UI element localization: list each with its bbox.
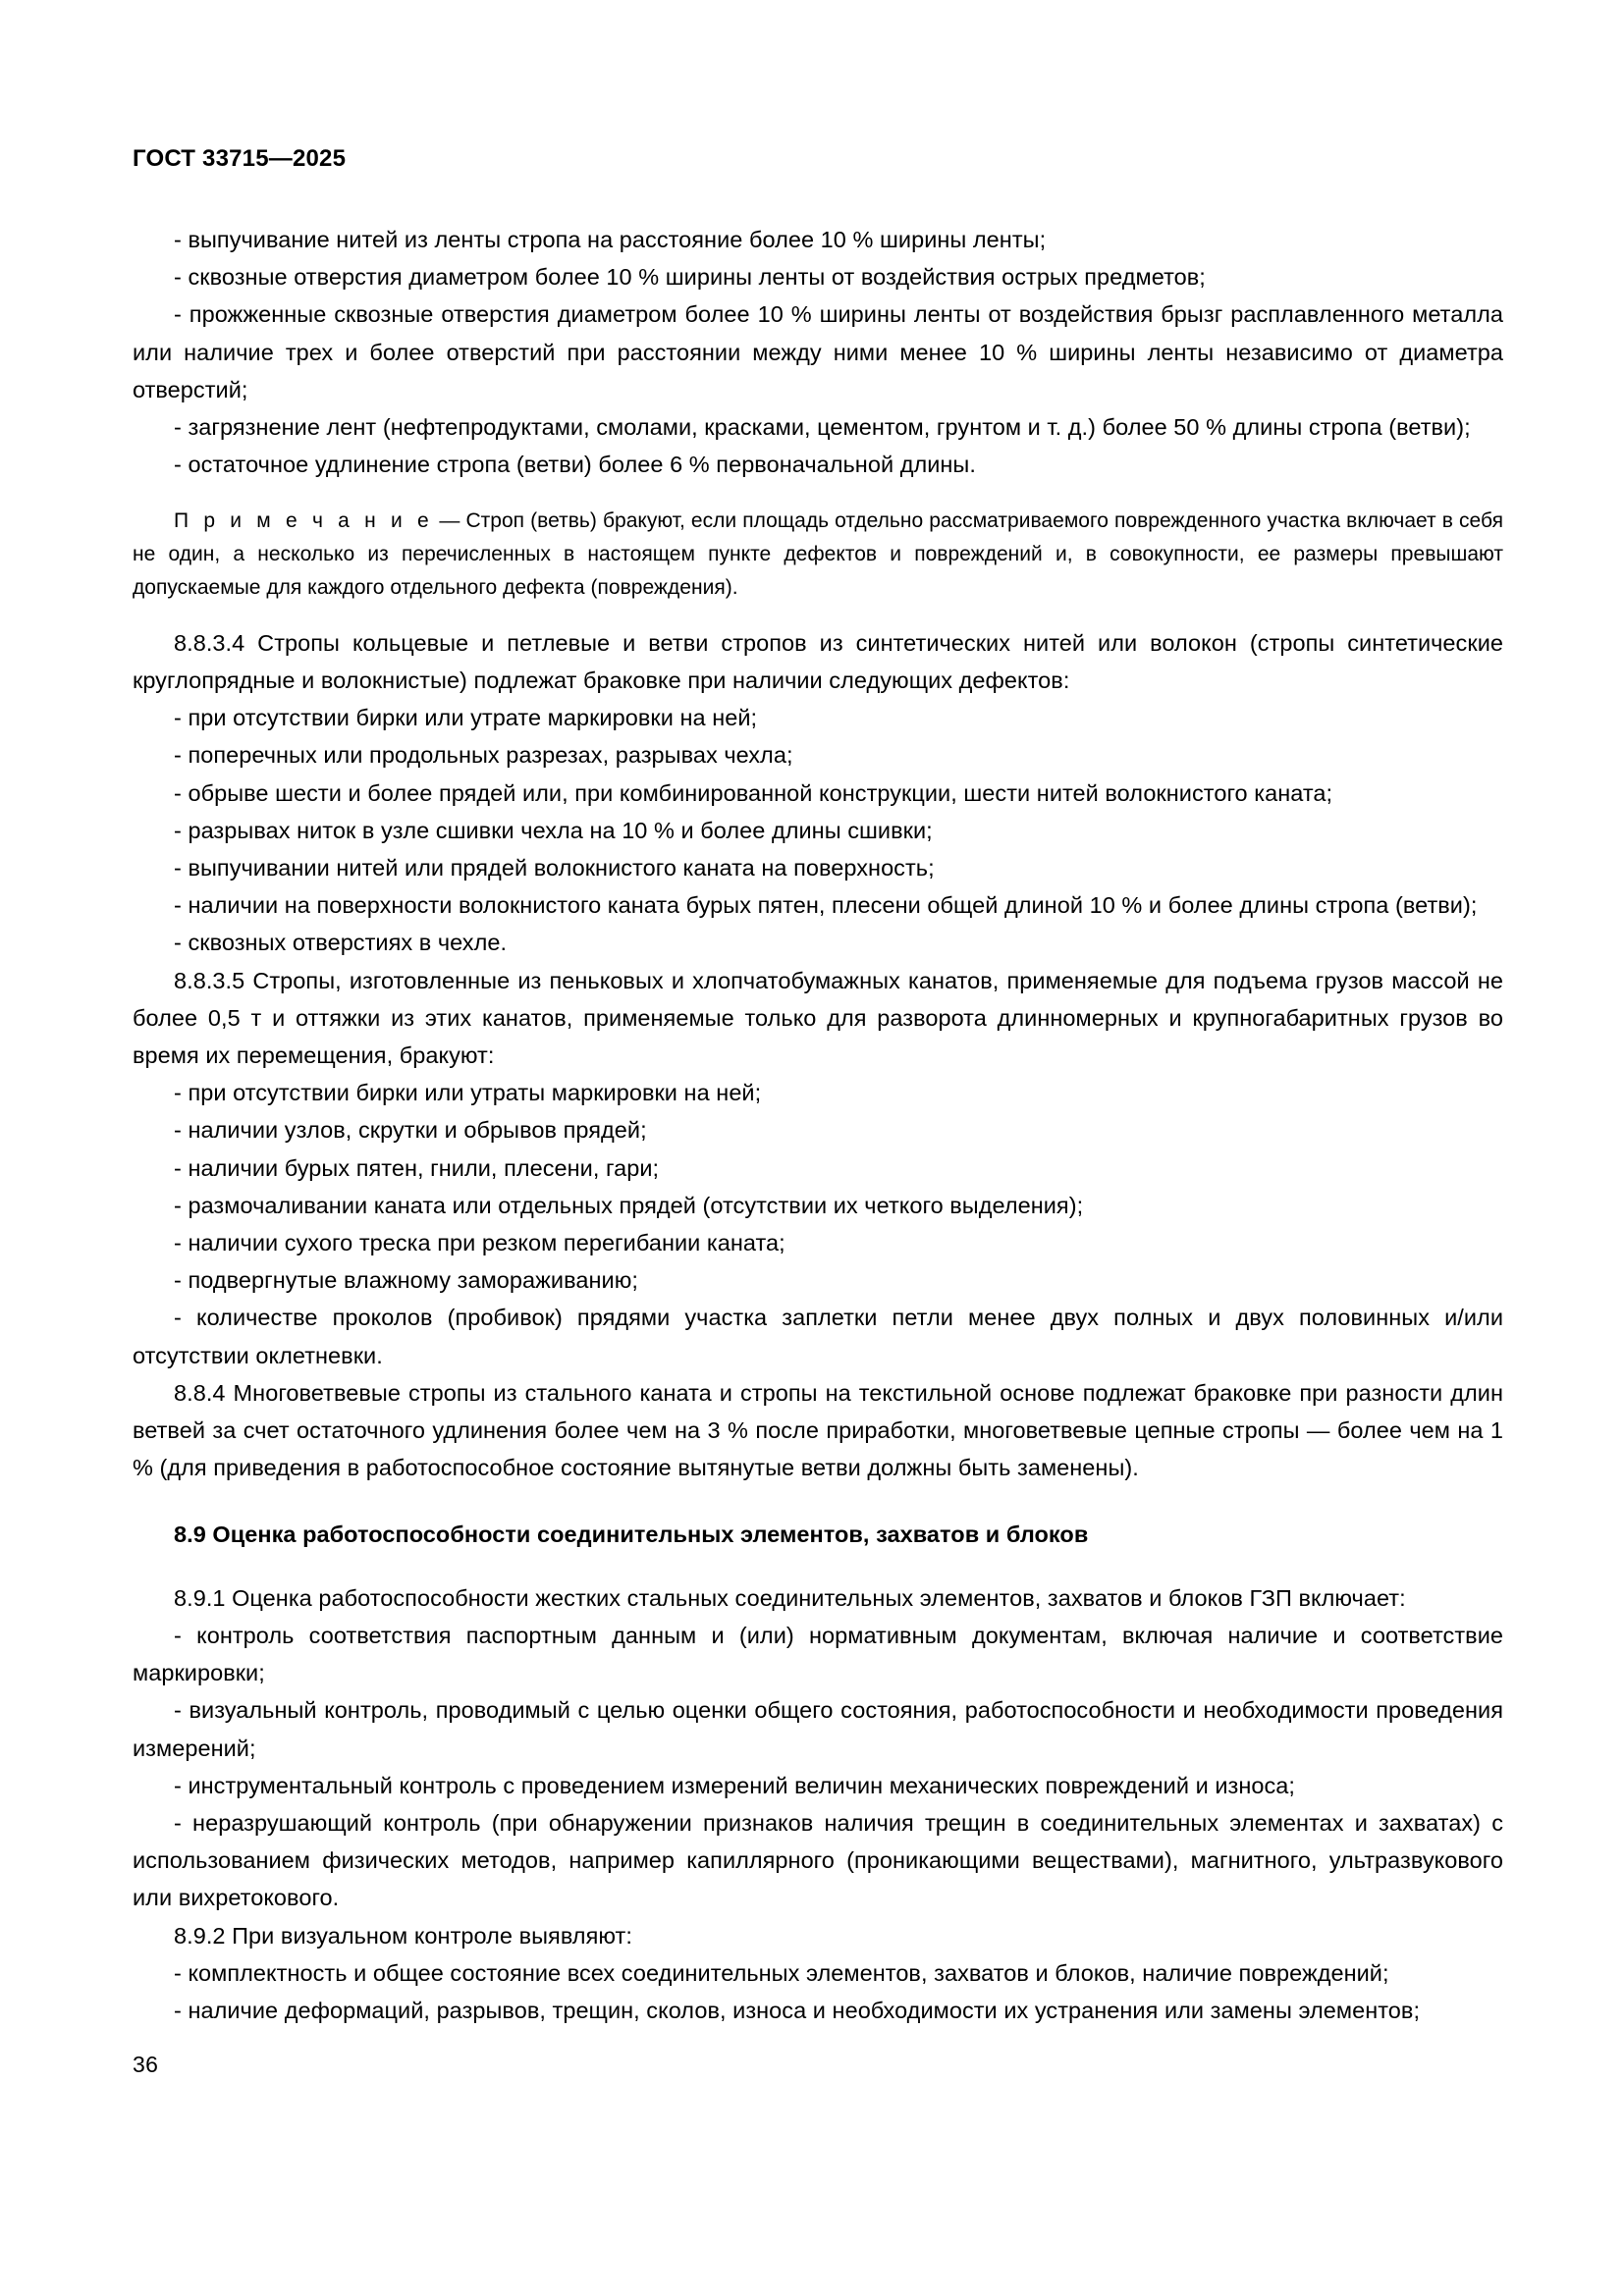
note-dash: — xyxy=(433,509,466,533)
list-item: - сквозные отверстия диаметром более 10 % ширины ленты от воздействия острых предметов; xyxy=(174,264,1206,291)
list-item: - прожженные сквозные отверстия диаметром более 10 % ширины ленты от воздействия брызг расплавленного металла или наличие трех и более отверстий при расстоянии между ними менее 10 % ширины ленты независимо от диаметра отверстий; xyxy=(133,301,1503,402)
clause-8-8-3-4-intro: 8.8.3.4 Стропы кольцевые и петлевые и ветви стропов из синтетических нитей или волокон (стропы синтетические круглопрядные и волокнистые) подлежат браковке при наличии следующих дефектов: xyxy=(133,629,1503,694)
list-item: - наличие деформаций, разрывов, трещин, сколов, износа и необходимости их устранения или замены элементов; xyxy=(174,1997,1421,2023)
list-item: - наличии на поверхности волокнистого каната бурых пятен, плесени общей длиной 10 % и более длины стропа (ветви); xyxy=(174,892,1478,919)
running-head-standard-number: ГОСТ 33715—2025 xyxy=(133,145,347,172)
clause-8-9-2-intro: 8.9.2 При визуальном контроле выявляют: xyxy=(174,1922,632,1949)
note-text: Строп (ветвь) бракуют, если площадь отдельно рассматриваемого поврежденного участка включает в себя не один, а несколько из перечисленных в настоящем пункте дефектов и повреждений и, в совокупности, ее размеры превышают допускаемые для каждого отдельного дефекта (повреждения). xyxy=(133,509,1503,600)
list-item: - наличии сухого треска при резком перегибании каната; xyxy=(174,1230,785,1256)
list-item: - комплектность и общее состояние всех соединительных элементов, захватов и блоков, наличие повреждений; xyxy=(174,1959,1389,1986)
clause-8-9-1-intro: 8.9.1 Оценка работоспособности жестких стальных соединительных элементов, захватов и блоков ГЗП включает: xyxy=(174,1584,1406,1611)
list-item: - сквозных отверстиях в чехле. xyxy=(174,930,508,956)
list-item: - при отсутствии бирки или утраты маркировки на ней; xyxy=(174,1080,762,1106)
list-item: - наличии узлов, скрутки и обрывов прядей; xyxy=(174,1117,647,1144)
list-item: - наличии бурых пятен, гнили, плесени, гари; xyxy=(174,1154,660,1181)
list-item: - обрыве шести и более прядей или, при комбинированной конструкции, шести нитей волокнистого каната; xyxy=(174,779,1333,806)
spacer xyxy=(133,483,1503,505)
note-label: П р и м е ч а н и е xyxy=(174,509,434,533)
list-item: - размочаливании каната или отдельных прядей (отсутствии их четкого выделения); xyxy=(174,1192,1084,1218)
list-item: - разрывах ниток в узле сшивки чехла на 10 % и более длины сшивки; xyxy=(174,817,933,843)
spacer xyxy=(133,1486,1503,1516)
clause-8-8-4: 8.8.4 Многоветвевые стропы из стального каната и стропы на текстильной основе подлежат браковке при разности длин ветвей за счет остаточного удлинения более чем на 3 % после приработки, многоветвевые цепные стропы — более чем на 1 % (для приведения в работоспособное состояние вытянутые ветви должны быть заменены). xyxy=(133,1379,1503,1481)
note-paragraph xyxy=(133,505,1503,604)
spacer xyxy=(133,605,1503,624)
page-content xyxy=(133,221,1503,2029)
list-item: - при отсутствии бирки или утрате маркировки на ней; xyxy=(174,705,758,731)
section-heading-8-9: 8.9 Оценка работоспособности соединительных элементов, захватов и блоков xyxy=(174,1522,1089,1548)
list-item: - визуальный контроль, проводимый с целью оценки общего состояния, работоспособности и необходимости проведения измерений; xyxy=(133,1697,1503,1761)
list-item: - контроль соответствия паспортным данным и (или) нормативным документам, включая наличие и соответствие маркировки; xyxy=(133,1622,1503,1686)
list-item: - инструментальный контроль с проведением измерений величин механических повреждений и износа; xyxy=(174,1772,1295,1798)
list-item: - выпучивании нитей или прядей волокнистого каната на поверхность; xyxy=(174,855,935,881)
list-item: - поперечных или продольных разрезах, разрывах чехла; xyxy=(174,742,793,769)
list-item: - подвергнутые влажному замораживанию; xyxy=(174,1267,638,1294)
list-item: - загрязнение лент (нефтепродуктами, смолами, красками, цементом, грунтом и т. д.) более 50 % длины стропа (ветви); xyxy=(174,414,1471,441)
list-item: - количестве проколов (пробивок) прядями участка заплетки петли менее двух полных и двух половинных и/или отсутствии оклетневки. xyxy=(133,1305,1503,1368)
clause-8-8-3-5-intro: 8.8.3.5 Стропы, изготовленные из пеньковых и хлопчатобумажных канатов, применяемые для подъема грузов массой не более 0,5 т и оттяжки из этих канатов, применяемые только для разворота длинномерных и крупногабаритных грузов во время их перемещения, бракуют: xyxy=(133,967,1503,1069)
list-item: - остаточное удлинение стропа (ветви) более 6 % первоначальной длины. xyxy=(174,452,976,478)
spacer xyxy=(133,1554,1503,1579)
list-item: - выпучивание нитей из ленты стропа на расстояние более 10 % ширины ленты; xyxy=(174,227,1047,252)
list-item: - неразрушающий контроль (при обнаружении признаков наличия трещин в соединительных элементах и захватах) с использованием физических методов, например капиллярного (проникающими веществами), магнитного, ультразвукового или вихретокового. xyxy=(133,1809,1503,1911)
page-number: 36 xyxy=(133,2052,159,2077)
